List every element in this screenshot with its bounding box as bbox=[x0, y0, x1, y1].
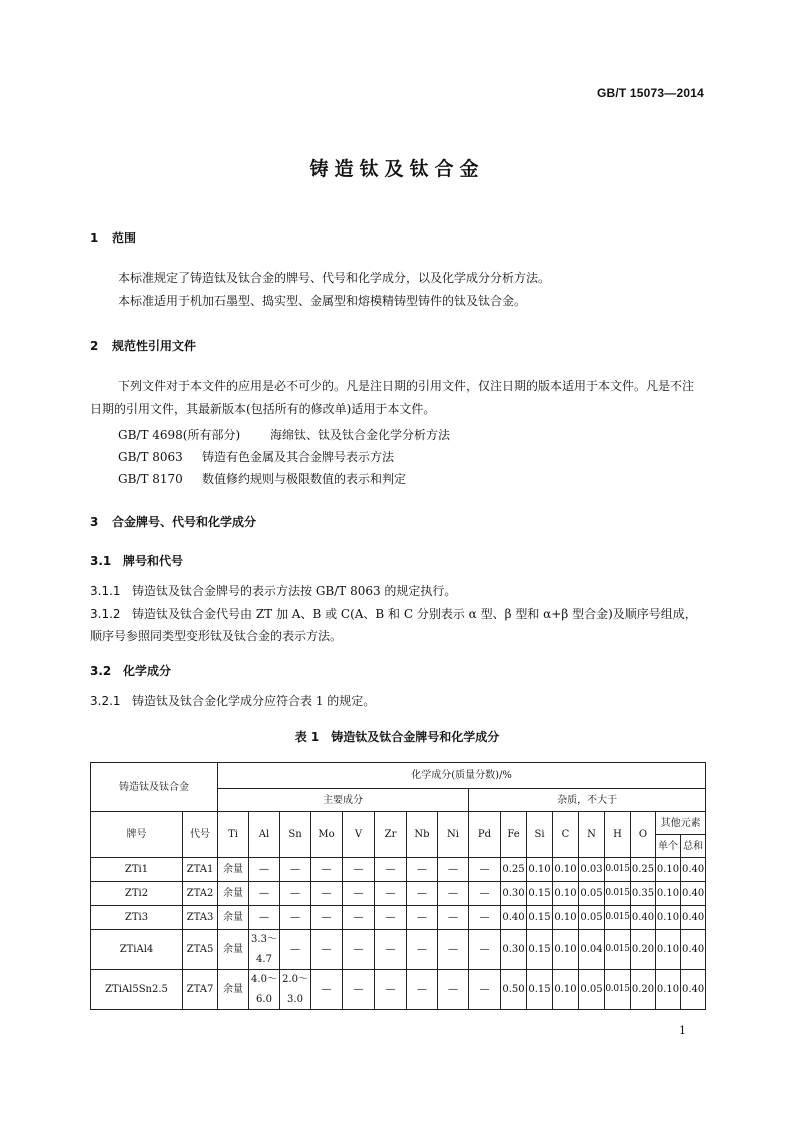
section-number: 3.1 bbox=[90, 554, 112, 568]
header-alloy: 铸造钛及钛合金 bbox=[91, 763, 218, 812]
cell-sn bbox=[280, 970, 311, 1010]
section-title: 合金牌号、代号和化学成分 bbox=[112, 515, 257, 529]
cell-grade: ZTi3 bbox=[91, 906, 183, 930]
cell-nb: — bbox=[407, 858, 438, 882]
header-nb: Nb bbox=[407, 812, 438, 858]
cell-n: 0.03 bbox=[579, 858, 605, 882]
cell-c: 0.10 bbox=[553, 930, 579, 970]
table-caption: 表 1 铸造钛及钛合金牌号和化学成分 bbox=[294, 730, 500, 744]
header-sn: Sn bbox=[280, 812, 311, 858]
range-min: 4.0～ bbox=[251, 974, 277, 985]
clause-3-1-2 bbox=[90, 603, 708, 647]
cell-total: 0.40 bbox=[681, 906, 706, 930]
header-h: H bbox=[605, 812, 631, 858]
reference-code: GB/T 8063 bbox=[118, 450, 183, 464]
header-o: O bbox=[631, 812, 656, 858]
cell-pd: — bbox=[469, 858, 501, 882]
cell-grade: ZTi2 bbox=[91, 882, 183, 906]
header-al: Al bbox=[249, 812, 280, 858]
cell-ni: — bbox=[438, 930, 469, 970]
reference-title: 铸造有色金属及其合金牌号表示方法 bbox=[202, 450, 395, 464]
cell-zr: — bbox=[375, 906, 407, 930]
cell-nb: — bbox=[407, 930, 438, 970]
cell-al: — bbox=[249, 858, 280, 882]
cell-v: — bbox=[343, 858, 375, 882]
cell-total: 0.40 bbox=[681, 858, 706, 882]
header-mo: Mo bbox=[311, 812, 343, 858]
cell-grade: ZTiAl5Sn2.5 bbox=[91, 970, 183, 1010]
scope-paragraph-1: 本标准规定了铸造钛及钛合金的牌号、代号和化学成分，以及化学成分分析方法。 bbox=[118, 271, 551, 285]
cell-o: 0.20 bbox=[631, 930, 656, 970]
cell-zr: — bbox=[375, 858, 407, 882]
table-row bbox=[91, 858, 706, 882]
composition-table bbox=[90, 762, 706, 1010]
cell-mo: — bbox=[311, 930, 343, 970]
cell-total: 0.40 bbox=[681, 970, 706, 1010]
reference-item bbox=[118, 470, 406, 487]
cell-fe: 0.30 bbox=[501, 882, 527, 906]
reference-item bbox=[118, 426, 450, 443]
cell-h: 0.015 bbox=[605, 882, 631, 906]
cell-si: 0.15 bbox=[527, 930, 553, 970]
cell-o: 0.20 bbox=[631, 970, 656, 1010]
subsection-3-2-heading bbox=[90, 662, 171, 679]
clause-number: 3.1.1 bbox=[90, 584, 121, 598]
cell-al: — bbox=[249, 906, 280, 930]
document-title: 铸造钛及钛合金 bbox=[309, 158, 485, 180]
section-3-heading bbox=[90, 513, 256, 530]
cell-single: 0.10 bbox=[656, 930, 681, 970]
section-1-heading bbox=[90, 229, 136, 246]
cell-n: 0.05 bbox=[579, 906, 605, 930]
section-number: 2 bbox=[90, 339, 99, 353]
section-title: 牌号和代号 bbox=[123, 554, 184, 568]
cell-code: ZTA1 bbox=[183, 858, 218, 882]
cell-nb: — bbox=[407, 970, 438, 1010]
cell-pd: — bbox=[469, 906, 501, 930]
header-fe: Fe bbox=[501, 812, 527, 858]
cell-fe: 0.40 bbox=[501, 906, 527, 930]
reference-title: 海绵钛、钛及钛合金化学分析方法 bbox=[270, 428, 451, 442]
section-number: 3.2 bbox=[90, 664, 112, 678]
cell-ni: — bbox=[438, 970, 469, 1010]
reference-title: 数值修约规则与极限数值的表示和判定 bbox=[202, 472, 407, 486]
cell-h: 0.015 bbox=[605, 930, 631, 970]
clause-text: 铸造钛及钛合金代号由 ZT 加 A、B 或 C(A、B 和 C 分别表示 α 型、β 型和 α+β 型合金)及顺序号组成，顺序号参照同类型变形钛及钛合金的表示方法。 bbox=[90, 607, 697, 643]
cell-ti: 余量 bbox=[218, 906, 249, 930]
cell-ti: 余量 bbox=[218, 970, 249, 1010]
header-total: 总和 bbox=[681, 835, 706, 858]
cell-n: 0.05 bbox=[579, 882, 605, 906]
table-row bbox=[91, 906, 706, 930]
header-code: 代号 bbox=[183, 812, 218, 858]
cell-nb: — bbox=[407, 882, 438, 906]
range-min: 3.3～ bbox=[251, 934, 277, 945]
cell-c: 0.10 bbox=[553, 858, 579, 882]
header-grade: 牌号 bbox=[91, 812, 183, 858]
reference-code: GB/T 8170 bbox=[118, 472, 183, 486]
clause-3-1-1 bbox=[90, 580, 708, 602]
cell-al bbox=[249, 930, 280, 970]
cell-fe: 0.30 bbox=[501, 930, 527, 970]
cell-c: 0.10 bbox=[553, 970, 579, 1010]
scope-paragraph-2: 本标准适用于机加石墨型、捣实型、金属型和熔模精铸型铸件的钛及钛合金。 bbox=[118, 294, 527, 308]
range-min: 2.0～ bbox=[282, 974, 308, 985]
section-title: 化学成分 bbox=[123, 664, 172, 678]
cell-ni: — bbox=[438, 906, 469, 930]
references-intro: 下列文件对于本文件的应用是必不可少的。凡是注日期的引用文件，仅注日期的版本适用于本文件。凡是不注日期的引用文件，其最新版本(包括所有的修改单)适用于本文件。 bbox=[90, 379, 695, 416]
cell-al bbox=[249, 970, 280, 1010]
cell-al: — bbox=[249, 882, 280, 906]
table-row bbox=[91, 882, 706, 906]
cell-ti: 余量 bbox=[218, 858, 249, 882]
header-pd: Pd bbox=[469, 812, 501, 858]
cell-h: 0.015 bbox=[605, 970, 631, 1010]
header-zr: Zr bbox=[375, 812, 407, 858]
cell-ti: 余量 bbox=[218, 882, 249, 906]
table-row bbox=[91, 930, 706, 970]
cell-o: 0.25 bbox=[631, 858, 656, 882]
cell-v: — bbox=[343, 970, 375, 1010]
cell-fe: 0.50 bbox=[501, 970, 527, 1010]
reference-code: GB/T 4698(所有部分) bbox=[118, 428, 241, 442]
cell-n: 0.04 bbox=[579, 930, 605, 970]
cell-zr: — bbox=[375, 882, 407, 906]
cell-zr: — bbox=[375, 970, 407, 1010]
cell-single: 0.10 bbox=[656, 882, 681, 906]
cell-h: 0.015 bbox=[605, 906, 631, 930]
cell-sn: — bbox=[280, 930, 311, 970]
clause-number: 3.2.1 bbox=[90, 694, 121, 708]
cell-pd: — bbox=[469, 930, 501, 970]
cell-sn: — bbox=[280, 906, 311, 930]
cell-o: 0.35 bbox=[631, 882, 656, 906]
cell-si: 0.10 bbox=[527, 858, 553, 882]
cell-v: — bbox=[343, 906, 375, 930]
cell-single: 0.10 bbox=[656, 970, 681, 1010]
section-title: 规范性引用文件 bbox=[112, 339, 197, 353]
header-ni: Ni bbox=[438, 812, 469, 858]
cell-single: 0.10 bbox=[656, 858, 681, 882]
cell-code: ZTA3 bbox=[183, 906, 218, 930]
header-v: V bbox=[343, 812, 375, 858]
cell-single: 0.10 bbox=[656, 906, 681, 930]
subsection-3-1-heading bbox=[90, 552, 183, 569]
cell-sn: — bbox=[280, 858, 311, 882]
header-c: C bbox=[553, 812, 579, 858]
cell-sn: — bbox=[280, 882, 311, 906]
cell-nb: — bbox=[407, 906, 438, 930]
cell-code: ZTA5 bbox=[183, 930, 218, 970]
range-max: 4.7 bbox=[256, 954, 272, 965]
cell-o: 0.40 bbox=[631, 906, 656, 930]
section-title: 范围 bbox=[112, 231, 137, 245]
cell-pd: — bbox=[469, 970, 501, 1010]
cell-ni: — bbox=[438, 858, 469, 882]
cell-mo: — bbox=[311, 858, 343, 882]
section-number: 3 bbox=[90, 515, 99, 529]
cell-grade: ZTiAl4 bbox=[91, 930, 183, 970]
section-2-heading bbox=[90, 337, 196, 354]
cell-c: 0.10 bbox=[553, 906, 579, 930]
header-si: Si bbox=[527, 812, 553, 858]
cell-ni: — bbox=[438, 882, 469, 906]
cell-total: 0.40 bbox=[681, 882, 706, 906]
header-single: 单个 bbox=[656, 835, 681, 858]
cell-code: ZTA2 bbox=[183, 882, 218, 906]
clause-3-2-1 bbox=[90, 690, 708, 712]
range-max: 6.0 bbox=[256, 994, 272, 1005]
cell-code: ZTA7 bbox=[183, 970, 218, 1010]
cell-si: 0.15 bbox=[527, 882, 553, 906]
cell-h: 0.015 bbox=[605, 858, 631, 882]
header-chemical-composition: 化学成分(质量分数)/% bbox=[218, 763, 706, 789]
cell-si: 0.15 bbox=[527, 970, 553, 1010]
standard-code: GB/T 15073—2014 bbox=[596, 86, 704, 100]
cell-pd: — bbox=[469, 882, 501, 906]
cell-mo: — bbox=[311, 970, 343, 1010]
cell-c: 0.10 bbox=[553, 882, 579, 906]
cell-mo: — bbox=[311, 906, 343, 930]
header-other-elements: 其他元素 bbox=[656, 812, 706, 835]
clause-number: 3.1.2 bbox=[90, 607, 121, 621]
cell-total: 0.40 bbox=[681, 930, 706, 970]
cell-fe: 0.25 bbox=[501, 858, 527, 882]
cell-ti: 余量 bbox=[218, 930, 249, 970]
header-impurities: 杂质，不大于 bbox=[469, 789, 706, 812]
header-main-components: 主要成分 bbox=[218, 789, 469, 812]
cell-n: 0.05 bbox=[579, 970, 605, 1010]
clause-text: 铸造钛及钛合金牌号的表示方法按 GB/T 8063 的规定执行。 bbox=[132, 584, 457, 598]
header-n: N bbox=[579, 812, 605, 858]
cell-zr: — bbox=[375, 930, 407, 970]
cell-grade: ZTi1 bbox=[91, 858, 183, 882]
header-ti: Ti bbox=[218, 812, 249, 858]
page-number: 1 bbox=[679, 1024, 686, 1037]
table-row bbox=[91, 970, 706, 1010]
reference-item bbox=[118, 448, 394, 465]
section-number: 1 bbox=[90, 231, 99, 245]
clause-text: 铸造钛及钛合金化学成分应符合表 1 的规定。 bbox=[132, 694, 376, 708]
cell-v: — bbox=[343, 930, 375, 970]
range-max: 3.0 bbox=[287, 994, 303, 1005]
cell-v: — bbox=[343, 882, 375, 906]
cell-mo: — bbox=[311, 882, 343, 906]
cell-si: 0.15 bbox=[527, 906, 553, 930]
